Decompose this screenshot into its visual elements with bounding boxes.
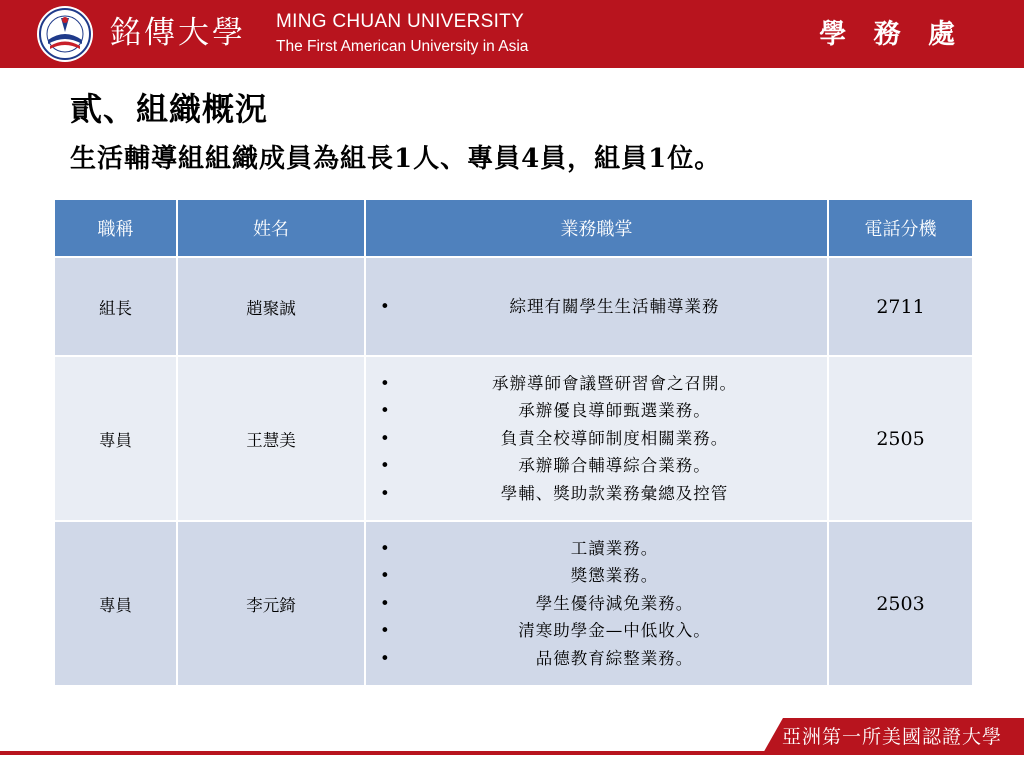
duty-item: • 學輔、獎助款業務彙總及控管	[380, 480, 827, 508]
cell-duties	[365, 521, 828, 686]
university-tagline: The First American University in Asia	[276, 38, 529, 55]
header-duties: 業務職掌	[365, 199, 828, 257]
table-row	[54, 257, 973, 356]
cell-name: 王慧美	[177, 356, 365, 521]
cell-title: 專員	[54, 356, 177, 521]
cell-extension: 2505	[828, 356, 973, 521]
duty-item: • 工讀業務。	[380, 535, 827, 563]
duty-list	[366, 535, 827, 673]
cell-name: 趙聚誠	[177, 257, 365, 356]
table-header-row	[54, 199, 973, 257]
footer-slogan: 亞洲第一所美國認證大學	[782, 726, 1003, 748]
duty-item: • 清寒助學金—中低收入。	[380, 617, 827, 645]
cell-title: 專員	[54, 521, 177, 686]
duty-item: • 承辦導師會議暨研習會之召開。	[380, 370, 827, 398]
cell-name: 李元錡	[177, 521, 365, 686]
university-logo	[34, 4, 96, 64]
office-name: 學 務 處	[819, 19, 964, 50]
duty-list	[366, 293, 827, 321]
duty-item: • 學生優待減免業務。	[380, 590, 827, 618]
cell-title: 組長	[54, 257, 177, 356]
duty-item: • 承辦聯合輔導綜合業務。	[380, 452, 827, 480]
header-title: 職稱	[54, 199, 177, 257]
header-bar	[0, 0, 1024, 68]
cell-extension: 2711	[828, 257, 973, 356]
duty-item: • 承辦優良導師甄選業務。	[380, 397, 827, 425]
staff-table	[53, 198, 974, 687]
table-row	[54, 521, 973, 686]
university-seal-icon	[34, 4, 96, 64]
duty-item: • 負責全校導師制度相關業務。	[380, 425, 827, 453]
cell-extension: 2503	[828, 521, 973, 686]
table-row	[54, 356, 973, 521]
duty-item: • 綜理有關學生生活輔導業務	[380, 293, 827, 321]
duty-item: • 品德教育綜整業務。	[380, 645, 827, 673]
university-name-chinese: 銘傳大學	[110, 15, 246, 51]
header-name: 姓名	[177, 199, 365, 257]
section-subtitle: 生活輔導組組織成員為組長1人、專員4員，組員1位。	[70, 144, 722, 174]
duty-list	[366, 370, 827, 508]
cell-duties	[365, 257, 828, 356]
section-title: 貳、組織概況	[70, 90, 269, 128]
cell-duties	[365, 356, 828, 521]
university-name-english: MING CHUAN UNIVERSITY	[276, 11, 525, 32]
duty-item: • 獎懲業務。	[380, 562, 827, 590]
header-extension: 電話分機	[828, 199, 973, 257]
